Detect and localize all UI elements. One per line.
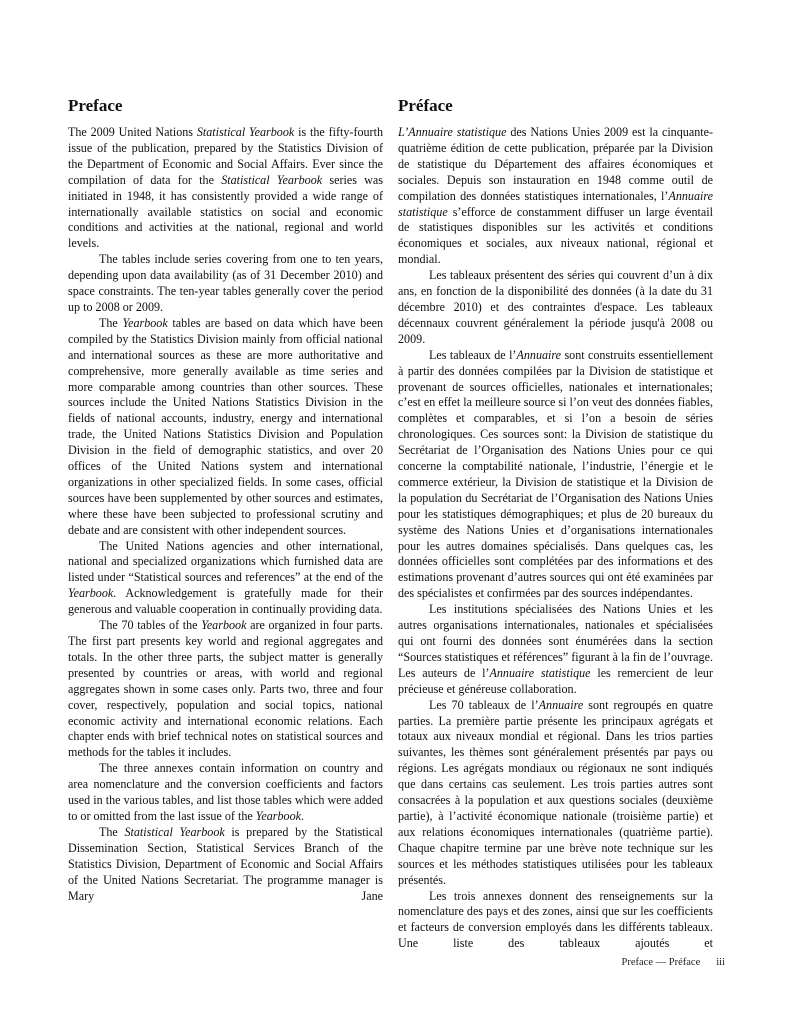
italic-title: Annuaire statistique — [489, 665, 591, 680]
italic-title: Yearbook — [122, 315, 168, 330]
french-heading: Préface — [398, 96, 453, 115]
french-paragraph: L’Annuaire statistique des Nations Unies 2009 est la cinquante-quatrième édition de cette publication, préparée par la Division de statistique du Département des affaires économiques et sociales. Depuis son instauration en 1948 comme outil de compilation des données statistiques internationales, l’Annuaire statistique s’efforce de constamment diffuser un large éventail de statistiques disponibles sur les activités et conditions économiques et sociales, aux niveaux national, régional et mondial. — [398, 125, 713, 267]
french-paragraph: Les institutions spécialisées des Nations Unies et les autres organisations internationales, nationales et spécialisées qui ont fourni des données sont énumérées dans la section “Sources statistiques et références” figurant à la fin de l’ouvrage. Les auteurs de l’Annuaire statistique les remercient de leur précieuse et généreuse collaboration. — [398, 602, 713, 696]
english-paragraph: The three annexes contain information on country and area nomenclature and the conversion coefficients and factors used in the various tables, and list those tables which were added to or omitted from the last issue of the Yearbook. — [68, 761, 383, 823]
french-paragraph: Les tableaux de l’Annuaire sont construits essentiellement à partir des données compilées par la Division de statistique et provenant de sources officielles, nationales et internationales; c’est en effet la meilleure source si l’on veut des données fiables, complètes et comparables, et si l’on a besoin de séries chronologiques. Ces sources sont: la Division de statistique du Secrétariat de l’Organisation des Nations Unies pour ce qui concerne la comptabilité nationale, l’industrie, l’énergie et le commerce extérieur, la Division de statistique et la Division de la population du Secrétariat de l’Organisation des Nations Unies pour les statistiques démographiques; et plus de 20 bureaux du système des Nations Unies et d’organisations internationales pour les autres domaines spécialisés. Dans quelques cas, les données officielles sont complétées par des informations et des estimations provenant d’autres sources qui ont été examinées par des spécialistes et confirmées par des sources indépendantes. — [398, 347, 713, 601]
french-paragraph: Les tableaux présentent des séries qui couvrent d’un à dix ans, en fonction de la disponibilité des données (à la date du 31 décembre 2010) et des contraintes d'espace. Les tableaux décennaux couvrent généralement la période jusqu'à 2008 ou 2009. — [398, 268, 713, 346]
italic-title: Annuaire — [538, 697, 584, 712]
italic-title: Yearbook — [68, 586, 114, 601]
english-paragraph: The 2009 United Nations Statistical Yearbook is the fifty-fourth issue of the publication, prepared by the Statistics Division of the Department of Economic and Social Affairs. Ever since the compilation of data for the Statistical Yearbook series was initiated in 1948, it has consistently provided a wide range of internationally available statistics on social and economic conditions and activities at the national, regional and world levels. — [68, 125, 383, 251]
english-column — [68, 96, 383, 904]
italic-title: Annuaire — [516, 347, 562, 362]
english-paragraph: The United Nations agencies and other international, national and specialized organizations which furnished data are listed under “Statistical sources and references” at the end of the Yearbook. Acknowledgement is gratefully made for their generous and valuable cooperation in continually providing data. — [68, 538, 383, 617]
italic-title: Annuaire statistique — [398, 188, 713, 219]
english-heading: Preface — [68, 96, 123, 115]
french-column — [398, 96, 713, 952]
italic-title: Statistical Yearbook — [124, 824, 225, 839]
english-paragraph: The Statistical Yearbook is prepared by the Statistical Dissemination Section, Statistical Services Branch of the Statistics Division, Department of Economic and Social Affairs of the United Nations Secretariat. The programme manager is Mary Jane — [68, 824, 384, 903]
english-paragraph: The 70 tables of the Yearbook are organized in four parts. The first part presents key world and regional aggregates and totals. In the other three parts, the subject matter is generally presented by countries or areas, with world and regional aggregates shown in some cases only. Parts two, three and four cover, respectively, population and social topics, national economic activity and international economic relations. Each chapter ends with brief technical notes on statistical sources and methods for the tables it includes. — [68, 618, 383, 760]
english-paragraph: The tables include series covering from one to ten years, depending upon data availability (as of 31 December 2010) and space constraints. The ten-year tables generally cover the period up to 2008 or 2009. — [68, 252, 383, 314]
italic-title: Yearbook — [255, 808, 302, 823]
italic-title: Statistical Yearbook — [196, 125, 295, 139]
english-paragraph: The Yearbook tables are based on data which have been compiled by the Statistics Division mainly from official national and international sources as these are more authoritative and comprehensive, more generally available as time series and more comparable among countries than other sources. These sources include the United Nations Statistics Division in the fields of national accounts, industry, energy and international trade, the United Nations Statistics Division and Population Division in the field of demographic statistics, and over 20 offices of the United Nations system and international organizations in other specialized fields. In some cases, official sources have been supplemented by other sources and estimates, where these have been subjected to professional scrutiny and debate and are consistent with other independent sources. — [68, 315, 383, 537]
italic-title: Statistical Yearbook — [221, 172, 323, 187]
page-footer — [560, 957, 725, 968]
italic-title: L’Annuaire statistique — [398, 125, 507, 139]
french-paragraph: Les 70 tableaux de l’Annuaire sont regroupés en quatre parties. La première partie présente les principaux agrégats et totaux aux niveaux mondial et régional. Dans les trios parties suivantes, les thèmes sont généralement présentés par pays ou régions. Les agrégats mondiaux ou régionaux ne sont indiqués que dans certains cas seulement. Les trois parties autres sont consacrées à la population et aux questions sociales (deuxième partie), à l’activité économique nationale (troisième partie) et aux relations économiques internationales (quatrième partie). Chaque chapitre termine par une brève note technique sur les sources et les méthodes statistiques utilisées pour les tableaux présentés. — [398, 697, 713, 887]
french-paragraph: Les trois annexes donnent des renseignements sur la nomenclature des pays et des zones, ainsi que sur les coefficients et facteurs de conversion employés dans les différents tableaux. Une liste des tableaux ajoutés et — [398, 888, 713, 951]
italic-title: Yearbook — [201, 618, 247, 633]
running-title: Preface — Préface — [621, 957, 701, 968]
page-number: iii — [716, 957, 725, 968]
